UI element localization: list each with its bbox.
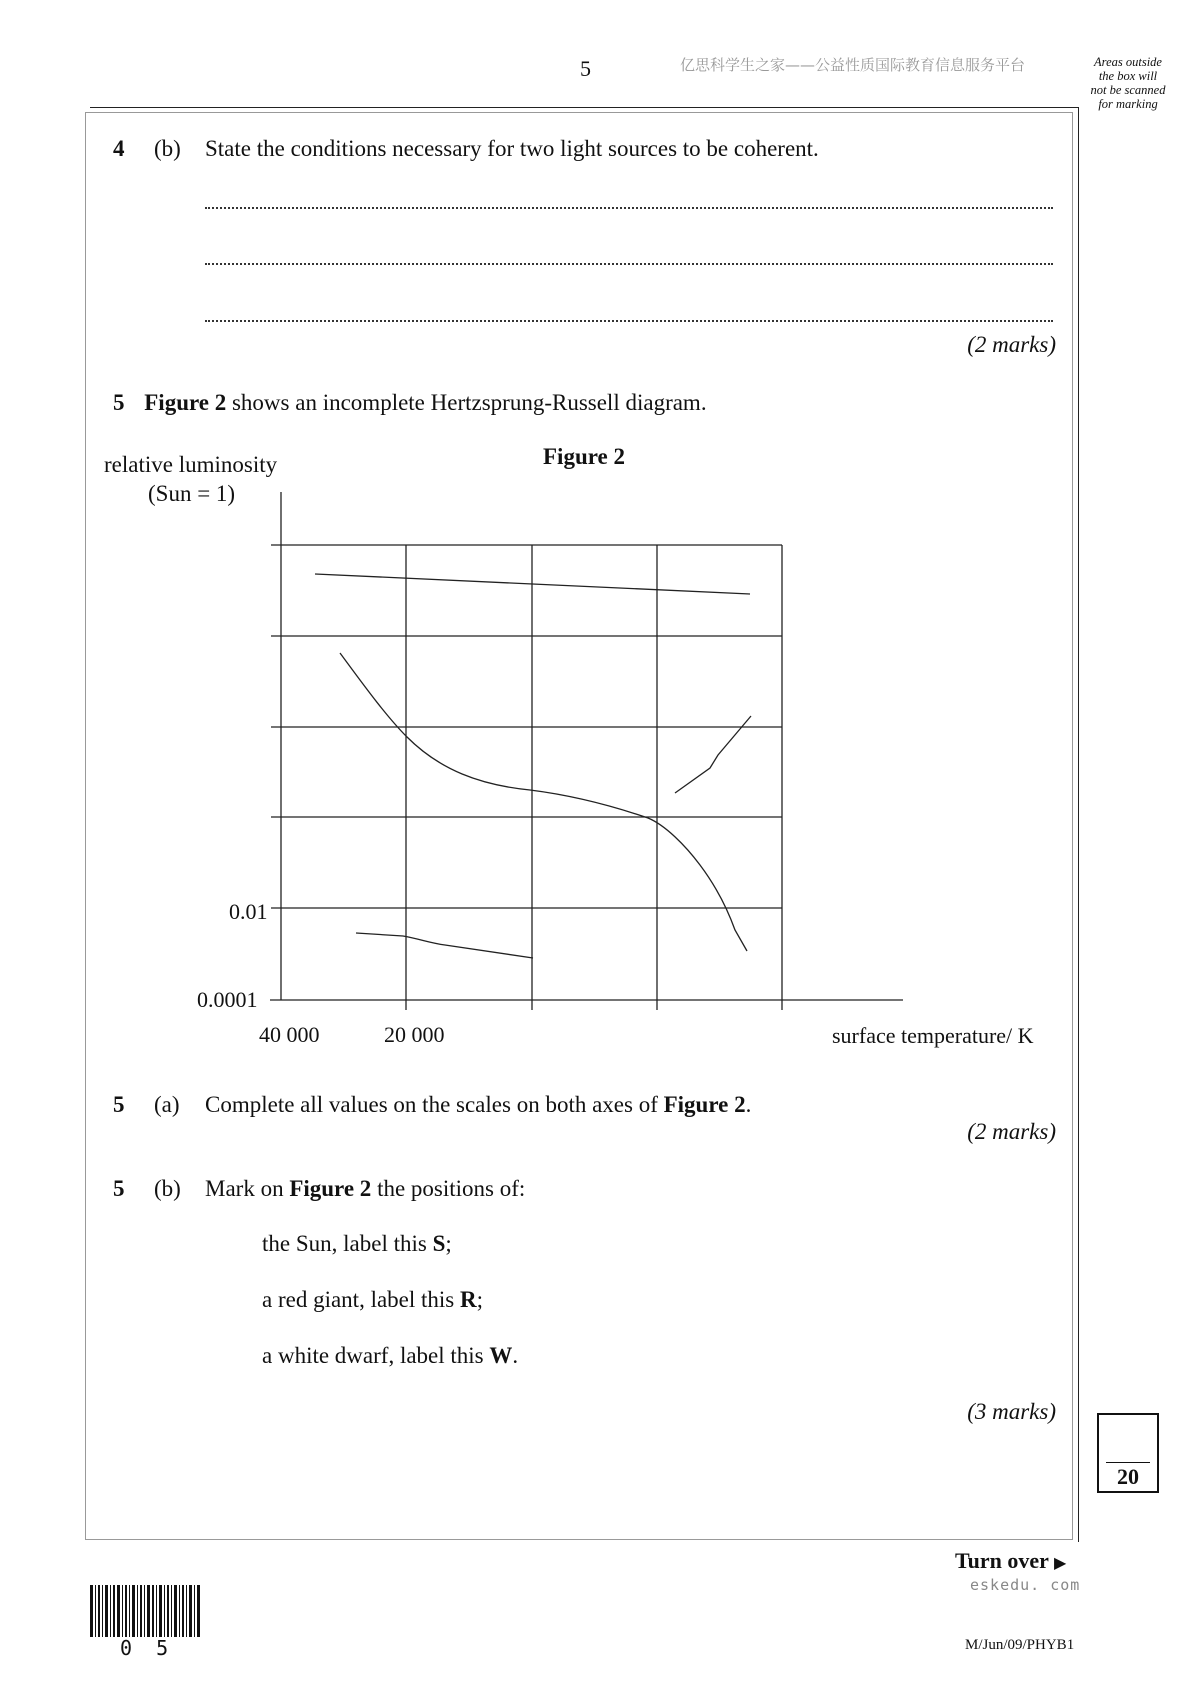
margin-note-line: not be scanned	[1090, 83, 1166, 97]
list-item-sun	[262, 1231, 452, 1257]
arrow-right-icon: ▶	[1054, 1555, 1067, 1572]
question-text: Mark on	[205, 1176, 290, 1201]
list-item-red-giant	[262, 1287, 483, 1313]
turn-over-label	[955, 1548, 1066, 1574]
list-item-text: a white dwarf, label this	[262, 1343, 490, 1368]
question-part: (a)	[154, 1092, 180, 1117]
question-text: State the conditions necessary for two light sources to be coherent.	[205, 136, 819, 161]
question-text-end: .	[745, 1092, 752, 1117]
margin-note	[1078, 55, 1178, 111]
page-number: 5	[580, 56, 591, 81]
y-axis-label-unit: (Sun = 1)	[148, 481, 236, 506]
question-part: (b)	[154, 1176, 181, 1201]
margin-note-line: the box will	[1098, 69, 1158, 83]
x-axis-label: surface temperature/ K	[832, 1023, 1034, 1048]
q5b-question	[113, 1175, 526, 1203]
y-tick-label: 0.0001	[197, 987, 258, 1012]
list-item-text: the Sun, label this	[262, 1231, 433, 1256]
list-item-punct: ;	[476, 1287, 484, 1312]
question-part: (b)	[154, 136, 181, 161]
site-watermark: eskedu. com	[970, 1576, 1081, 1594]
margin-note-line: Areas outside	[1094, 55, 1162, 69]
y-tick-label: 0.01	[229, 899, 268, 924]
x-tick-label: 40 000	[259, 1022, 320, 1047]
barcode-icon	[90, 1585, 200, 1637]
top-rule	[90, 107, 1078, 108]
list-item-label: R	[460, 1287, 477, 1312]
question-text: Complete all values on the scales on both axes of	[205, 1092, 664, 1117]
marks-label: (3 marks)	[967, 1399, 1056, 1424]
q5a-question	[113, 1091, 752, 1119]
y-axis-label: relative luminosity	[104, 452, 278, 477]
figure-reference: Figure 2	[289, 1176, 372, 1201]
q4b-question	[113, 135, 819, 163]
list-item-label: S	[432, 1231, 446, 1256]
question-number: 5	[113, 1176, 125, 1201]
margin-note-line: for marking	[1098, 97, 1158, 111]
answer-line-3[interactable]	[205, 320, 1053, 322]
list-item-punct: ;	[445, 1231, 452, 1256]
answer-line-1[interactable]	[205, 207, 1053, 209]
figure-reference: Figure 2	[144, 390, 227, 415]
list-item-white-dwarf	[262, 1343, 518, 1369]
marks-label: (2 marks)	[967, 332, 1056, 357]
question-number: 5	[113, 1092, 125, 1117]
figure-title: Figure 2	[543, 444, 625, 469]
answer-line-2[interactable]	[205, 263, 1053, 265]
question-text-end: the positions of:	[371, 1176, 526, 1201]
figure-reference: Figure 2	[663, 1092, 746, 1117]
page-total-marks: 20	[1117, 1464, 1139, 1489]
paper-code: M/Jun/09/PHYB1	[965, 1637, 1075, 1653]
turn-over-text: Turn over	[955, 1548, 1049, 1573]
question-number: 4	[113, 136, 125, 161]
margin-rule	[1078, 107, 1079, 1542]
list-item-label: W	[489, 1343, 513, 1368]
q5-intro	[113, 389, 707, 417]
x-tick-label: 20 000	[384, 1022, 445, 1047]
marks-label: (2 marks)	[967, 1119, 1056, 1144]
list-item-text: a red giant, label this	[262, 1287, 460, 1312]
score-line	[1106, 1462, 1150, 1463]
question-text: shows an incomplete Hertzsprung-Russell diagram.	[226, 390, 707, 415]
barcode-digits: 0 5	[120, 1636, 175, 1660]
question-number: 5	[113, 390, 125, 415]
watermark-text: 亿思科学生之家——公益性质国际教育信息服务平台	[680, 56, 1026, 74]
answer-box-border	[85, 112, 1073, 1540]
list-item-punct: .	[512, 1343, 519, 1368]
